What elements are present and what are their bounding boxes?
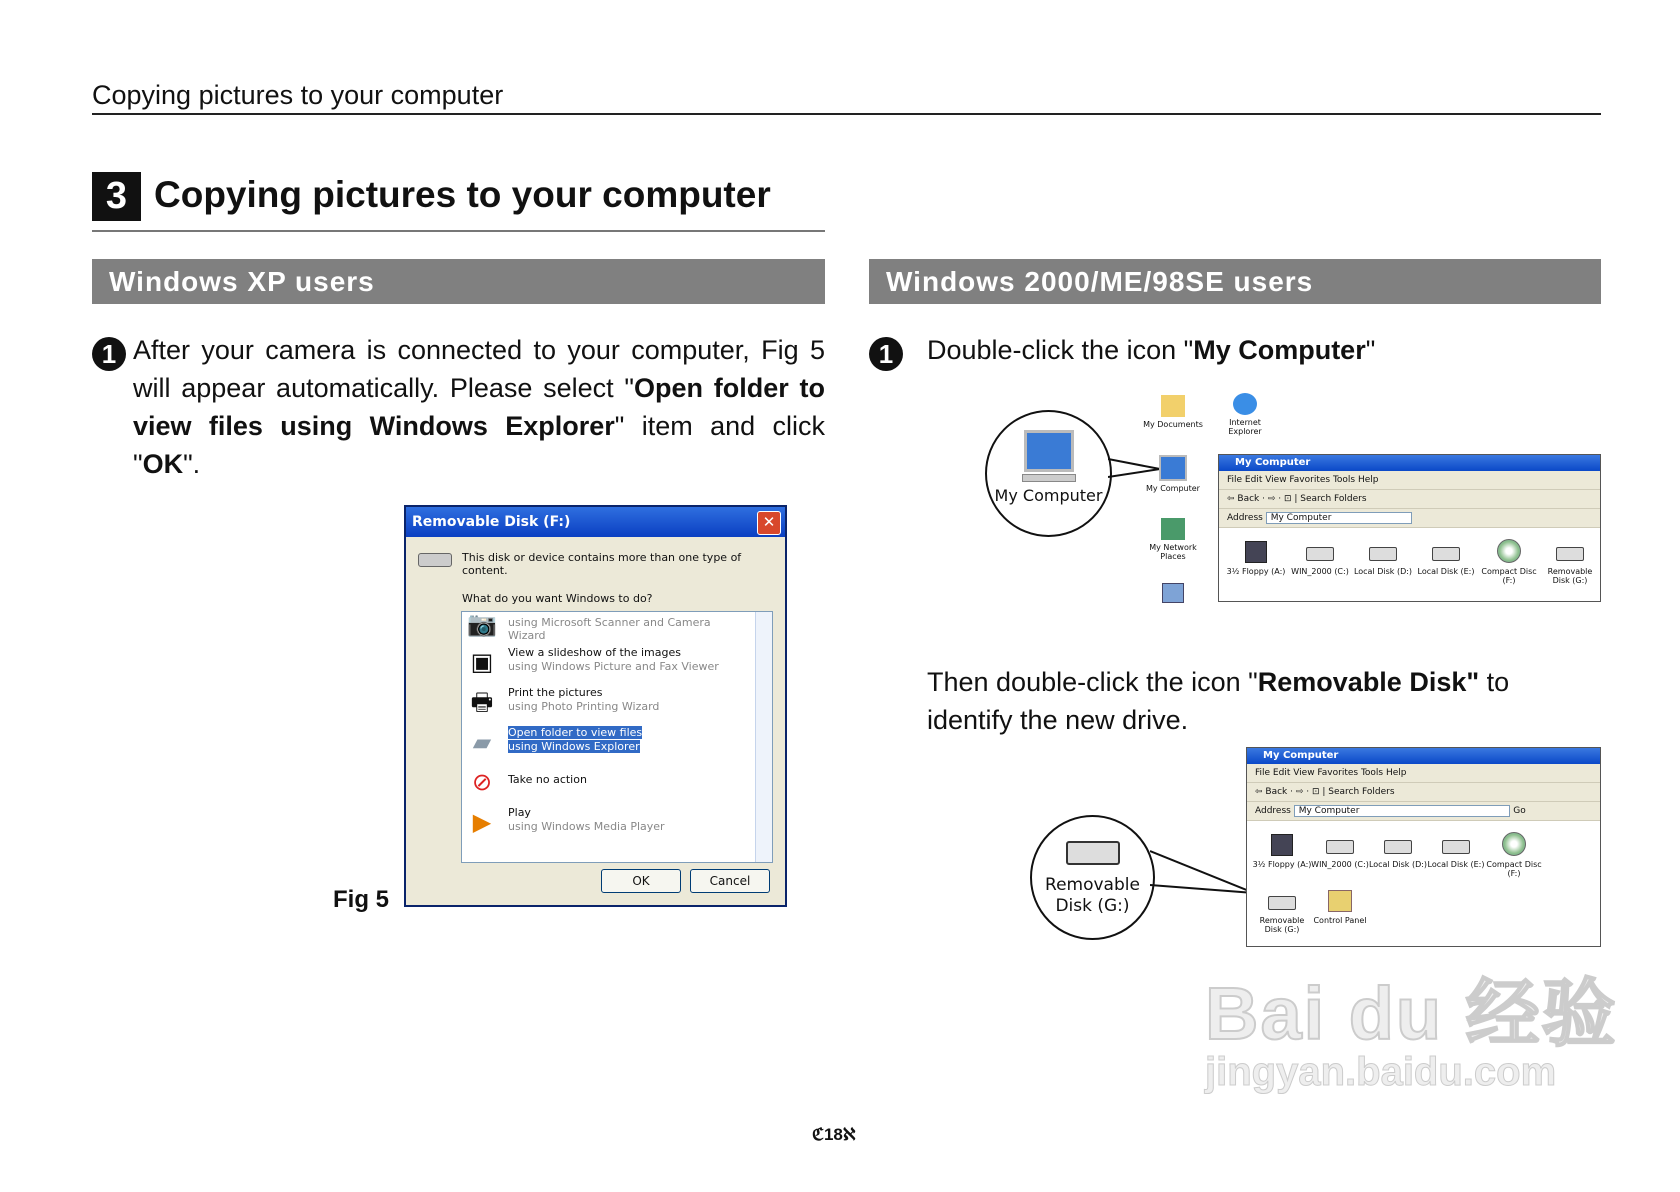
step1-post: " — [1365, 335, 1376, 365]
section-title: Copying pictures to your computer — [154, 174, 771, 215]
xp-bold-option: Open folder to view files using Windows Explorer — [133, 373, 825, 441]
address-label: Address — [1227, 513, 1263, 523]
step2-pre: Then double-click the icon " — [927, 667, 1258, 697]
menu-bar[interactable]: File Edit View Favorites Tools Help — [1247, 764, 1600, 783]
drive-floppy[interactable] — [1251, 834, 1313, 869]
desktop-my-computer[interactable] — [1143, 455, 1203, 493]
step1-pre: Double-click the icon " — [927, 335, 1194, 365]
desktop-label: Internet Explorer — [1228, 418, 1262, 436]
removable-disk-icon — [418, 553, 452, 567]
section-number: 3 — [92, 172, 141, 221]
printer-icon: 🖶 — [470, 688, 494, 716]
drive-label: Local Disk (D:) — [1353, 567, 1413, 576]
autoplay-dialog — [404, 505, 787, 907]
xp-text-3: ". — [183, 449, 201, 479]
disk-icon — [1384, 840, 1412, 854]
drive-cd[interactable] — [1478, 539, 1540, 585]
item-line1: Play — [508, 806, 531, 819]
go-button[interactable]: Go — [1513, 806, 1526, 816]
desktop-my-documents[interactable] — [1143, 395, 1203, 429]
list-item-open-folder[interactable] — [466, 722, 751, 762]
window-title: My Computer — [1219, 455, 1600, 471]
drive-label: WIN_2000 (C:) — [1291, 567, 1349, 576]
win2000-users-bar: Windows 2000/ME/98SE users — [869, 259, 1601, 304]
my-computer-window-2 — [1246, 747, 1601, 947]
list-scrollbar[interactable] — [755, 612, 772, 862]
drive-label: Removable Disk (G:) — [1259, 916, 1305, 934]
item-line1: Take no action — [508, 773, 587, 786]
xp-text-1: After your camera is connected to your computer, Fig 5 will appear automatically. Please select " — [133, 335, 825, 403]
my-computer-window-1 — [1218, 454, 1601, 602]
header-rule — [92, 113, 1601, 115]
control-panel-icon — [1328, 890, 1352, 912]
toolbar[interactable]: ⇦ Back · ⇨ · ⊡ | Search Folders — [1247, 783, 1600, 802]
item-line2: using Windows Explorer — [508, 740, 640, 753]
step1-bold: My Computer — [1193, 335, 1366, 365]
drive-c[interactable] — [1309, 840, 1371, 869]
drive-removable[interactable] — [1539, 547, 1601, 585]
address-bar[interactable] — [1219, 509, 1600, 528]
list-item-no-action[interactable] — [466, 762, 751, 802]
camera-icon: 📷 — [467, 611, 497, 638]
drive-d[interactable] — [1352, 547, 1414, 576]
computer-icon — [1024, 430, 1074, 472]
removable-disk-icon — [1066, 841, 1120, 865]
drive-label: 3½ Floppy (A:) — [1252, 860, 1312, 869]
removable-disk-icon — [1268, 896, 1296, 910]
xp-bold-ok: OK — [142, 449, 184, 479]
desktop-label: My Network Places — [1149, 543, 1197, 561]
recycle-bin-icon — [1162, 583, 1184, 603]
disk-icon — [1369, 547, 1397, 561]
keyboard-icon — [1022, 474, 1076, 482]
dialog-message: This disk or device contains more than one type of content. — [462, 551, 742, 577]
removable-disk-icon — [1556, 547, 1584, 561]
page-number: ℭ18ℵ — [812, 1125, 856, 1144]
item-line1: View a slideshow of the images — [508, 646, 681, 659]
menu-bar[interactable]: File Edit View Favorites Tools Help — [1219, 471, 1600, 490]
list-item-print[interactable] — [466, 682, 751, 722]
address-input[interactable]: My Computer — [1266, 512, 1413, 524]
callout-label: Removable Disk (G:) — [1045, 875, 1140, 916]
no-action-icon: ⊘ — [471, 768, 493, 796]
folder-icon: ▰ — [472, 728, 492, 756]
list-item-slideshow[interactable] — [466, 642, 751, 682]
drive-removable[interactable] — [1251, 896, 1313, 934]
step-badge-xp: 1 — [92, 337, 126, 371]
desktop-label: My Documents — [1143, 420, 1203, 429]
watermark-logo: Bai du 经验 — [1205, 972, 1618, 1055]
disk-icon — [1306, 547, 1334, 561]
callout-pointer-2 — [1150, 845, 1260, 905]
drive-label: 3½ Floppy (A:) — [1226, 567, 1286, 576]
control-panel[interactable] — [1309, 890, 1371, 925]
drive-floppy[interactable] — [1225, 541, 1287, 576]
dialog-question: What do you want Windows to do? — [462, 592, 653, 605]
desktop-network-places[interactable] — [1143, 518, 1203, 561]
computer-icon — [1159, 455, 1187, 481]
drive-label: Control Panel — [1313, 916, 1367, 925]
item-line2: using Windows Picture and Fax Viewer — [508, 660, 719, 673]
drive-cd[interactable] — [1483, 832, 1545, 878]
address-input[interactable]: My Computer — [1294, 805, 1511, 817]
projector-icon: ▣ — [470, 648, 494, 676]
drive-label: Removable Disk (G:) — [1547, 567, 1593, 585]
toolbar[interactable]: ⇦ Back · ⇨ · ⊡ | Search Folders — [1219, 490, 1600, 509]
desktop-label: My Computer — [1146, 484, 1200, 493]
address-label: Address — [1255, 806, 1291, 816]
dialog-title: Removable Disk (F:) — [412, 514, 571, 530]
window-title: My Computer — [1247, 748, 1600, 764]
watermark-url: jingyan.baidu.com — [1205, 1050, 1557, 1094]
win2000-step2 — [927, 663, 1577, 739]
ok-button[interactable]: OK — [601, 869, 681, 893]
removable-disk-callout — [1030, 815, 1155, 940]
item-line2: using Photo Printing Wizard — [508, 700, 660, 713]
drive-d[interactable] — [1367, 840, 1429, 869]
drive-label: Local Disk (E:) — [1417, 567, 1475, 576]
drive-e[interactable] — [1425, 840, 1487, 869]
floppy-icon — [1245, 541, 1267, 563]
list-item-scanner[interactable] — [466, 611, 751, 644]
running-header: Copying pictures to your computer — [92, 80, 504, 110]
cd-icon — [1497, 539, 1521, 563]
drive-label: Local Disk (D:) — [1368, 860, 1428, 869]
dialog-titlebar — [406, 507, 785, 537]
drive-c[interactable] — [1289, 547, 1351, 576]
my-computer-callout — [985, 410, 1112, 537]
fig-5-label: Fig 5 — [333, 886, 390, 913]
ie-icon — [1233, 393, 1257, 415]
list-item-play[interactable] — [466, 802, 751, 842]
cancel-button[interactable]: Cancel — [690, 869, 770, 893]
item-line1: Print the pictures — [508, 686, 603, 699]
section-rule — [92, 230, 825, 232]
address-bar[interactable] — [1247, 802, 1600, 821]
xp-text-2: " item and click " — [133, 411, 825, 479]
step2-bold: Removable Disk" — [1257, 667, 1480, 697]
xp-users-bar: Windows XP users — [92, 259, 825, 304]
network-icon — [1161, 518, 1185, 540]
disk-icon — [1326, 840, 1354, 854]
media-player-icon: ▶ — [472, 808, 492, 836]
item-line1: using Microsoft Scanner and Camera Wizard — [508, 616, 711, 642]
item-line2: using Windows Media Player — [508, 820, 665, 833]
step2-post: to identify the new drive. — [927, 667, 1510, 735]
drive-label: Local Disk (E:) — [1427, 860, 1485, 869]
disk-icon — [1442, 840, 1470, 854]
xp-instructions — [133, 331, 825, 483]
close-icon[interactable]: ✕ — [757, 511, 781, 535]
action-list[interactable] — [461, 611, 773, 863]
step-badge-win2000: 1 — [869, 337, 903, 371]
floppy-icon — [1271, 834, 1293, 856]
desktop-internet-explorer[interactable] — [1215, 393, 1275, 436]
drive-label: WIN_2000 (C:) — [1311, 860, 1369, 869]
disk-icon — [1432, 547, 1460, 561]
cd-icon — [1502, 832, 1526, 856]
drive-e[interactable] — [1415, 547, 1477, 576]
drive-label: Compact Disc (F:) — [1481, 567, 1537, 585]
win2000-step1 — [927, 331, 1375, 369]
folder-icon — [1161, 395, 1185, 417]
item-line1: Open folder to view files — [508, 726, 643, 739]
drive-label: Compact Disc (F:) — [1486, 860, 1542, 878]
callout-label: My Computer — [994, 486, 1103, 505]
